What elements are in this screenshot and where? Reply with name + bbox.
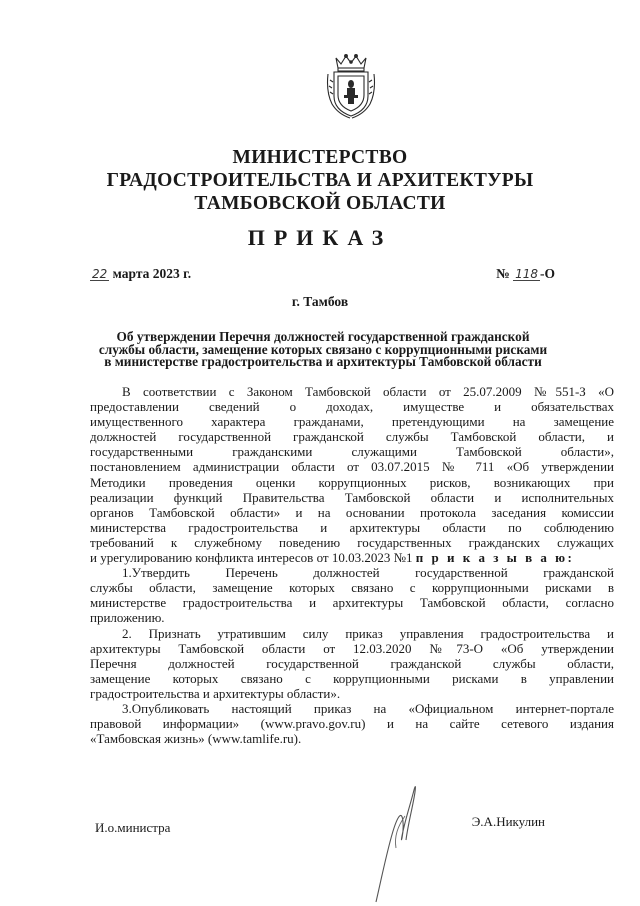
item-1-line: приложению. bbox=[90, 610, 165, 626]
item-1-line: 1.Утвердить Перечень должностей государственной гражданской bbox=[122, 565, 614, 581]
item-2-line: Перечня должностей государственной гражданской службы области, bbox=[90, 655, 614, 671]
subject-line-3: в министерстве градостроительства и архитектуры Тамбовской области bbox=[104, 354, 542, 369]
body-line: В соответствии с Законом Тамбовской области от 25.07.2009 №551-З «О bbox=[122, 384, 614, 399]
handwritten-number: 118 bbox=[515, 267, 538, 281]
body-line: министерства градостроительства и архитектуры области по соблюдению bbox=[90, 519, 614, 535]
item-1-line: службы области, замещение которых связано с коррупционными рисками в bbox=[90, 580, 614, 596]
item-1-line: министерстве градостроительства и архитектуры Тамбовской области, согласно bbox=[90, 595, 614, 611]
city-line: г. Тамбов bbox=[291, 294, 349, 309]
item-2-line: градостроительства и архитектуры области». bbox=[90, 685, 341, 701]
order-number bbox=[496, 266, 555, 282]
item-3-line: «Тамбовская жизнь» (www.tamlife.ru). bbox=[90, 731, 302, 747]
body-line: и урегулированию конфликта интересов от 10.03.2023 №1 bbox=[90, 550, 413, 566]
item-2-line: архитектуры Тамбовской области от 12.03.2020 №73-О «Об утверждении bbox=[90, 640, 614, 656]
handwritten-day: 22 bbox=[92, 267, 108, 281]
item-3-line: 3.Опубликовать настоящий приказ на «Официальном интернет-портале bbox=[122, 700, 614, 716]
body-line-with-order-word bbox=[90, 550, 614, 565]
body-line: должностей государственной гражданской службы Тамбовской области, и bbox=[90, 429, 614, 445]
coat-of-arms-icon bbox=[326, 52, 376, 120]
handwritten-signature-icon bbox=[372, 776, 422, 906]
item-2-line: 2. Признать утратившим силу приказ управления градостроительства и bbox=[122, 625, 614, 641]
body-line: требований к служебному поведению государственных гражданских служащих bbox=[90, 534, 614, 550]
ministry-line-2: ГРАДОСТРОИТЕЛЬСТВА И АРХИТЕКТУРЫ bbox=[106, 170, 534, 191]
body-line: реализации функций Правительства Тамбовской области и исполнительных bbox=[90, 489, 614, 505]
date-month-year: марта 2023 г. bbox=[112, 266, 192, 281]
body-line: имущественного характера гражданами, претендующими на замещение bbox=[90, 414, 614, 430]
order-subject bbox=[85, 331, 561, 369]
item-3-line: правовой информации» (www.pravo.gov.ru) и на сайте сетевого издания bbox=[90, 716, 614, 732]
document-type-title: ПРИКАЗ bbox=[247, 225, 393, 250]
body-line: Методики проведения оценки коррупционных рисков, возникающих при bbox=[90, 474, 614, 490]
number-sign: № bbox=[496, 266, 510, 281]
item-2-line: замещение которых связано с коррупционными рисками в управлении bbox=[90, 670, 614, 686]
signatory-position: И.о.министра bbox=[95, 820, 171, 835]
body-line: постановлением администрации области от 03.07.2015 № 711 «Об утверждении bbox=[90, 459, 614, 475]
ministry-name bbox=[0, 146, 640, 215]
subject-line-1: Об утверждении Перечня должностей государственной гражданской bbox=[116, 329, 530, 344]
order-date bbox=[90, 266, 191, 282]
number-suffix: -О bbox=[540, 266, 555, 281]
body-line: органов Тамбовской области» и на основании протокола заседания комиссии bbox=[90, 504, 614, 520]
ministry-line-3: ТАМБОВСКОЙ ОБЛАСТИ bbox=[194, 193, 446, 214]
signatory-name: Э.А.Никулин bbox=[471, 814, 545, 829]
subject-line-2: службы области, замещение которых связано с коррупционными рисками bbox=[98, 341, 548, 357]
body-line: предоставлении сведений о доходах, имуществе и обязательствах bbox=[90, 399, 614, 415]
ministry-line-1: МИНИСТЕРСТВО bbox=[232, 147, 408, 168]
order-body bbox=[90, 384, 614, 746]
order-word: п р и к а з ы в а ю: bbox=[415, 550, 575, 566]
body-line: государственными гражданскими служащими Тамбовской области», bbox=[90, 444, 614, 460]
